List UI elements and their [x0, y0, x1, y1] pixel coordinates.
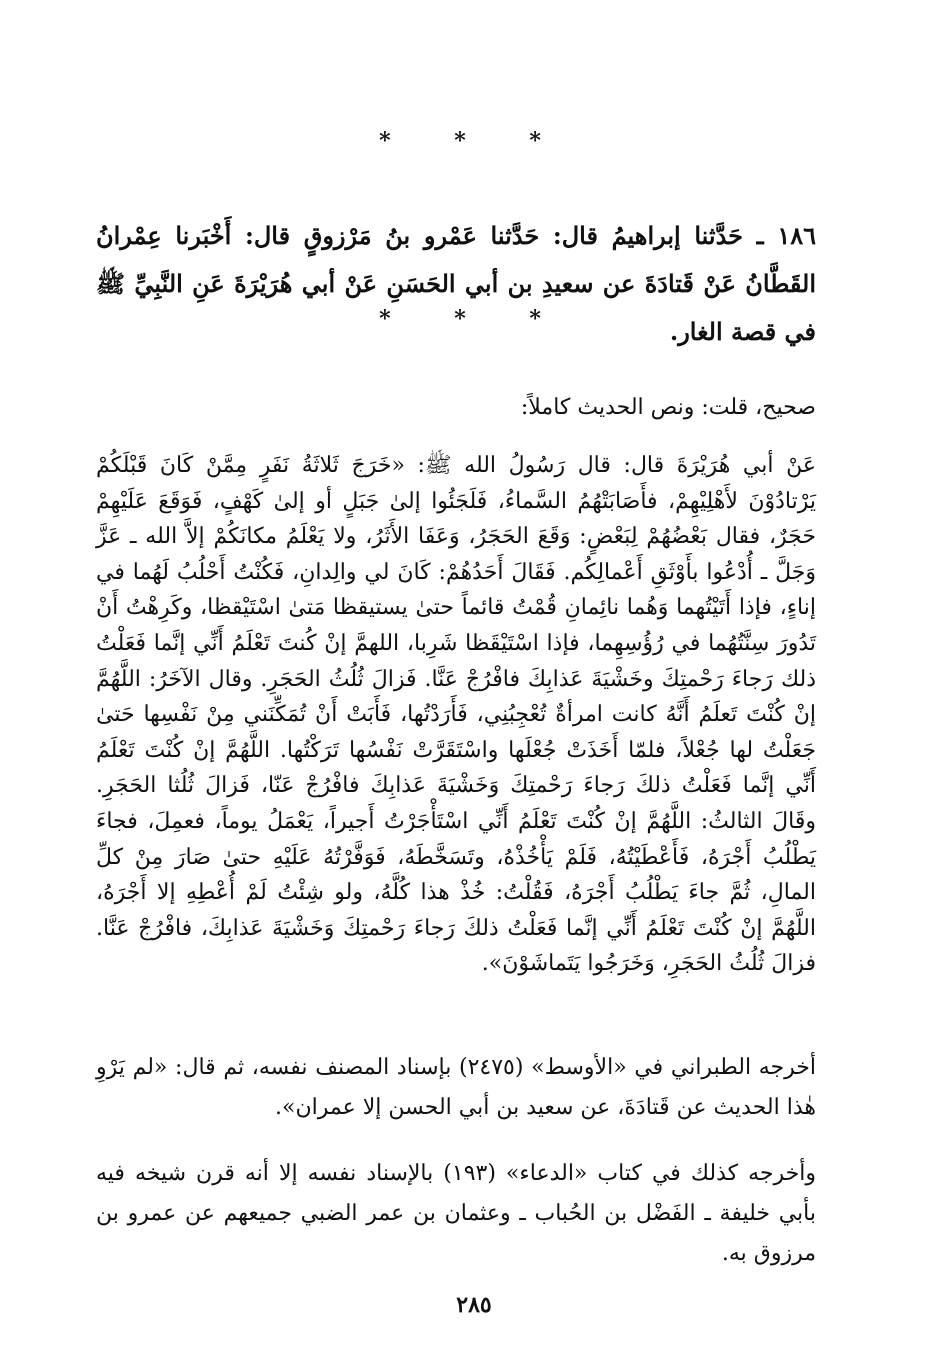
hadith-full-text: عَنْ أبي هُرَيْرَةَ قال: قال رَسُولُ الله ﷺ: «خَرَجَ ثَلاثَةُ نَفَرٍ مِمَّنْ كَانَ قَبْلَكُمْ يَرْتادُوْنَ لأَهْلِيْهِمْ، فأَصَابَتْهُمُ السَّماءُ، فَلَجَئُوا إلىٰ جَبَلٍ أو إلىٰ كَهْفٍ، فَوَقَعَ عَلَيْهِمْ حَجَرٌ، فقال بَعْضُهُمْ لِبَعْضٍ: وَقَعَ الحَجَرُ، وَعَفَا الأَثَرُ، ولا يَعْلَمُ مكانَكُمْ إلاَّ الله ـ عَزَّ وَجَلَّ ـ أُدْعُوا بأَوْثَقِ أَعْمالِكُم. فَقَالَ أَحَدُهُمْ: كَانَ لي والِدانِ، فَكُنْتُ أَحْلُبُ لَهُما في إناءٍ، فإذا أَتَيْتُهما وَهُما نائِمانِ قُمْتُ قائماً حتىٰ يستيقظا مَتىٰ اسْتَيْقظا، وكَرِهْتُ أَنْ تَدُورَ سِنَّتُهُما في رُؤُسِهِما، فإذا اسْتَيْقَظا شَرِبا، اللهمَّ إنْ كُنتَ تَعْلَمُ أَنِّي إنَّما فَعَلْتُ ذلك رَجاءَ رَحْمتِكَ وخَشْيَةَ عَذابِكَ فافْرُجْ عَنَّا. فَزالَ ثُلُثُ الحَجَرِ. وقال الآخَرُ: اللَّهُمَّ إنْ كُنْتَ تَعلَمُ أَنَّهُ كانت امرأةٌ تُعْجِبُنِي، فَأَرَدْتُها، فَأَبَتْ أَنْ تُمَكِّنَني مِنْ نَفْسِها حَتىٰ جَعَلْتُ لها جُعْلاً، فلمّا أَخَذَتْ جُعْلَها واسْتَقَرَّتْ نَفْسُها تَرَكْتُها. اللَّهُمَّ إنْ كُنْتَ تَعْلَمُ أَنِّي إنَّما فَعَلْتُ ذلكَ رَجاءَ رَحْمتِكَ وَخَشْيَةَ عَذابِكَ فافْرُجْ عَنّا، فَزالَ ثُلُثا الحَجَرِ. وقَالَ الثالثُ: اللَّهُمَّ إنْ كُنْتَ تَعْلَمُ أَنِّي اسْتَأْجَرْتُ أَجيراً، يَعْمَلُ يوماً، فعمِلَ، فجاءَ يَطْلُبُ أَجْرَهُ، فَأَعْطَيْتُهُ، فَلَمْ يَأْخُذْهُ، وتَسَخَّطَهُ، فَوَفَّرْتُهُ عَلَيْهِ حتىٰ صَارَ مِنْ كلِّ المالِ، ثُمَّ جاءَ يَطْلُبُ أَجْرَهُ، فَقُلْتُ: خُذْ هذا كُلَّهُ، ولو شِئْتُ لَمْ أُعْطِهِ إلا أَجْرَهُ، اللَّهُمَّ إنْ كُنْتَ تَعْلَمُ أَنِّي إنَّما فَعَلْتُ ذلكَ رَجاءَ رَحْمتِكَ وَخَشْيَةَ عَذابِكَ، فافْرُجْ عَنَّا. فزالَ ثُلُثُ الحَجَرِ، وَخَرَجُوا يَتَماشَوْنَ». — [96, 453, 817, 977]
hadith-grading: صحيح، قلت: ونص الحديث كاملاً: — [520, 395, 816, 420]
section-separator-top: * * * — [379, 128, 569, 154]
page-number: ٢٨٥ — [456, 1292, 492, 1318]
hadith-chain-of-narration: ١٨٦ ـ حَدَّثنا إبراهيمُ قال: حَدَّثنا عَمْرو بنُ مَرْزوقٍ قال: أَخْبَرنا عِمْرانُ القَطَّانُ عَنْ قَتادَةَ عن سعيدِ بن أبي الحَسَنِ عَنْ أبي هُرَيْرَةَ عَنِ النَّبِيِّ ﷺ في قصة الغار. — [96, 221, 816, 346]
section-separator-middle: * * * — [379, 306, 569, 332]
takhrij-paragraph-1: أخرجه الطبراني في «الأوسط» (٢٤٧٥) بإسناد المصنف نفسه، ثم قال: «لم يَرْوِ هٰذا الحديث عن قَتادَةَ، عن سعيد بن أبي الحسن إلا عمران». — [96, 1055, 816, 1120]
takhrij-paragraph-2: وأخرجه كذلك في كتاب «الدعاء» (١٩٣) بالإسناد نفسه إلا أنه قرن شيخه فيه بأبي خليفة ـ الفَضْل بن الحُباب ـ وعثمان بن عمر الضبي جميعهم عن عمرو بن مرزوق به. — [96, 1161, 816, 1266]
